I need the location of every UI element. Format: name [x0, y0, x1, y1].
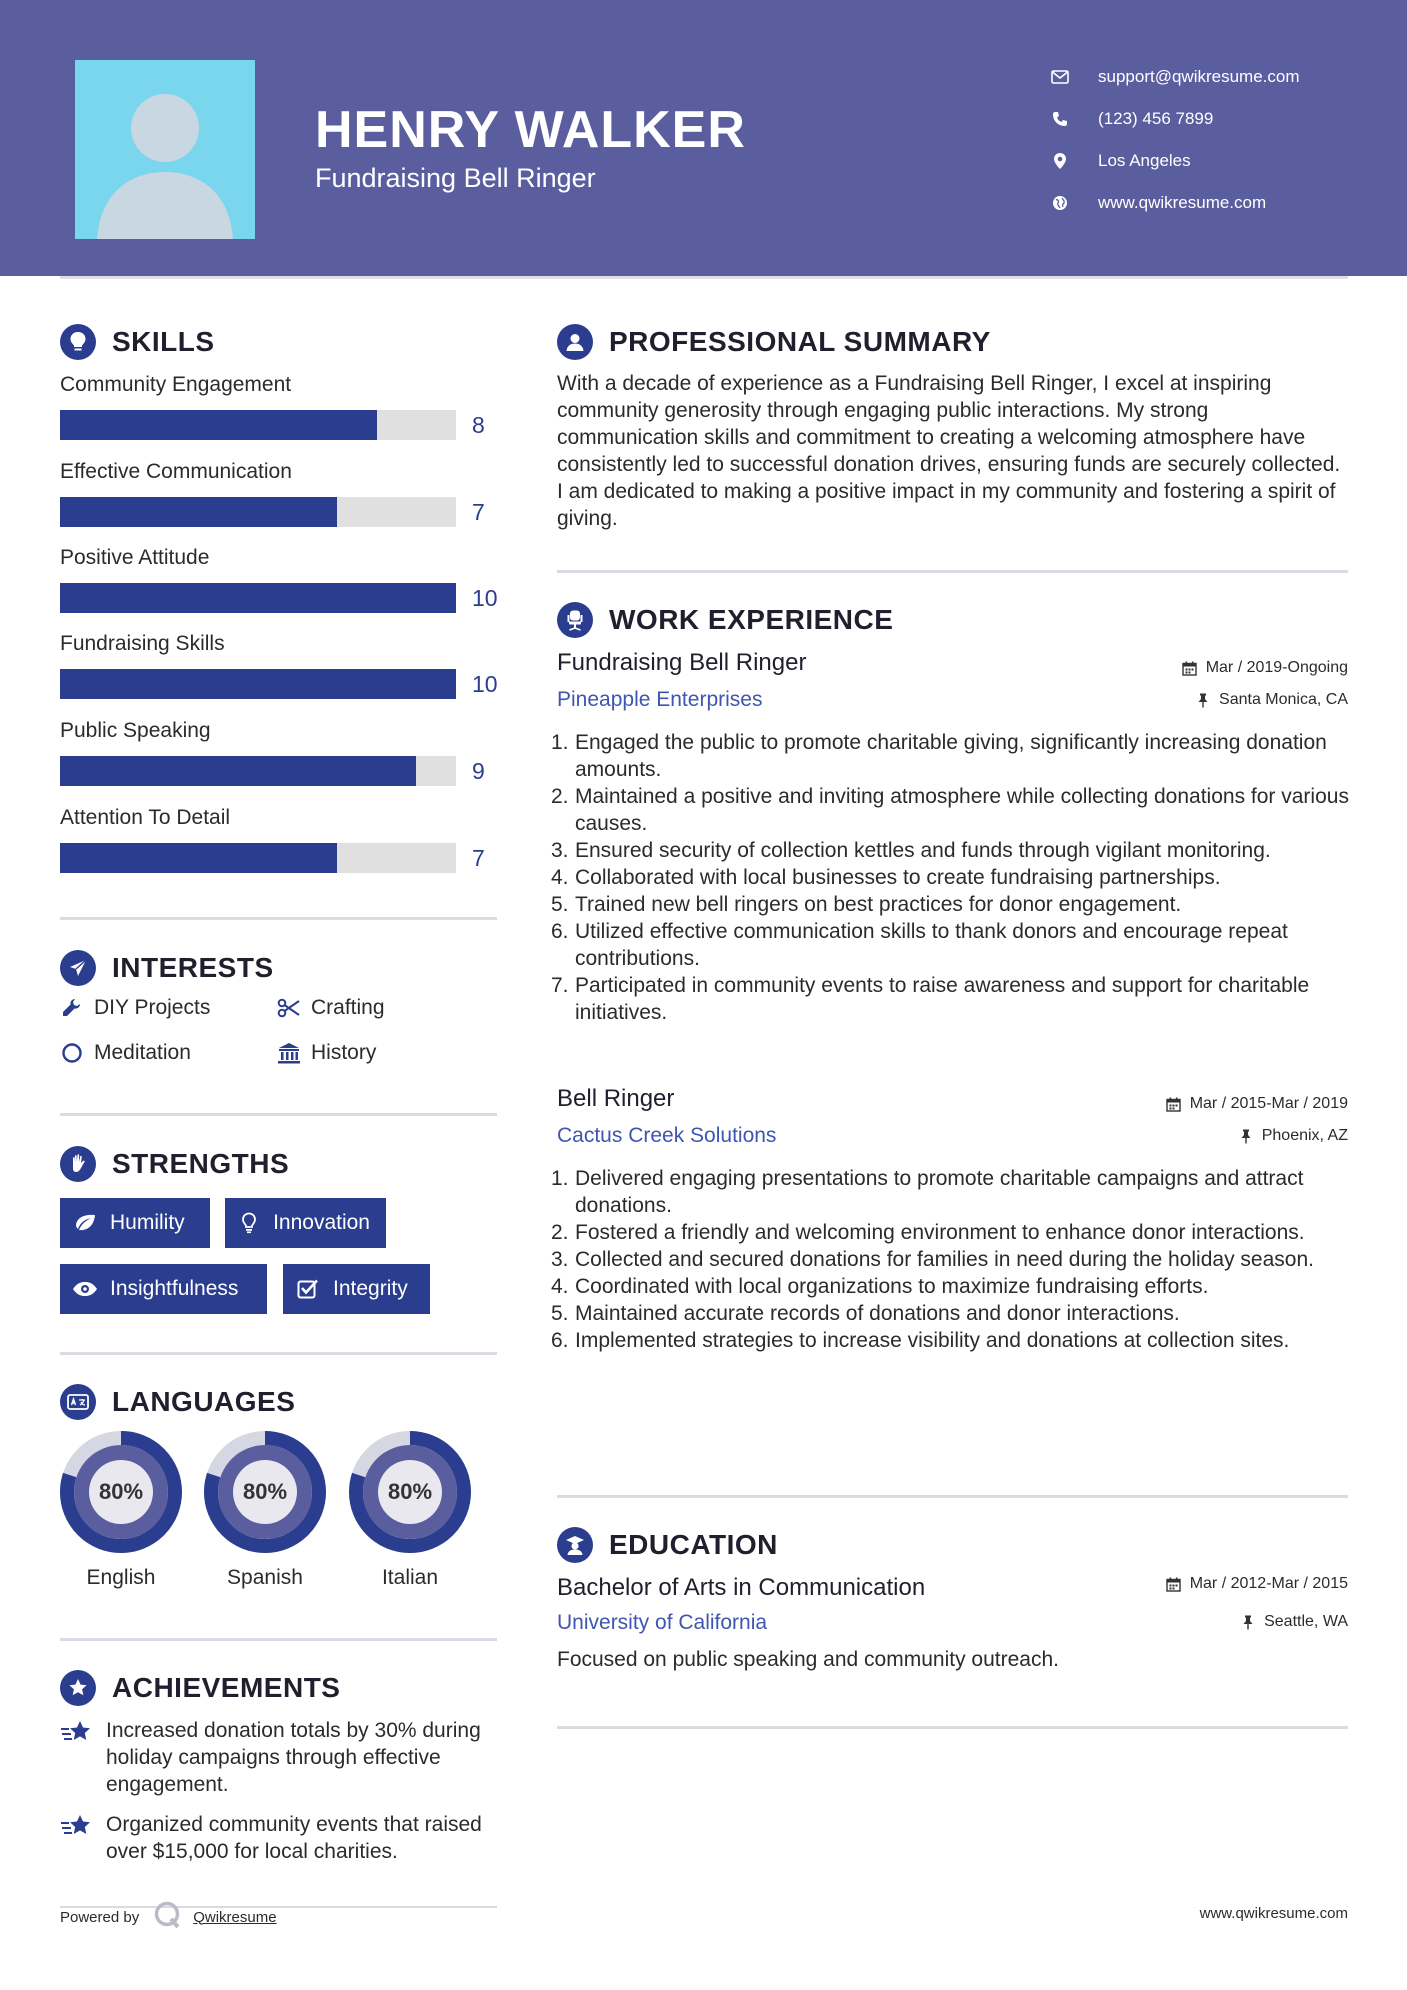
- interest-label: Crafting: [311, 996, 385, 1019]
- eye-icon: [72, 1276, 98, 1302]
- avatar-placeholder-icon: [75, 60, 255, 239]
- qwikresume-logo-icon: [153, 1900, 183, 1934]
- header-banner: [0, 0, 1407, 276]
- job-bullet: 4. Collaborated with local businesses to create fundraising partnerships.: [551, 866, 1221, 889]
- job-company: Pineapple Enterprises: [557, 688, 763, 711]
- contact-location: [1050, 140, 1300, 182]
- job-bullet: 2. Maintained a positive and inviting atmosphere while collecting donations for various causes.: [551, 785, 1349, 835]
- skill-item: [60, 457, 500, 527]
- skill-name: Public Speaking: [60, 719, 211, 742]
- skill-item: [60, 803, 500, 873]
- header-divider: [60, 276, 1348, 279]
- education-degree: Bachelor of Arts in Communication: [557, 1574, 926, 1601]
- interest-label: Meditation: [94, 1041, 191, 1064]
- job-dates: [1182, 659, 1348, 677]
- section-divider: [60, 917, 497, 920]
- shooting-star-icon: [60, 1811, 94, 1841]
- interest-item: [277, 996, 385, 1020]
- job-bullet: 3. Ensured security of collection kettles and funds through vigilant monitoring.: [551, 839, 1271, 862]
- scissors-icon: [277, 996, 301, 1020]
- lightbulb-icon: [237, 1210, 261, 1236]
- skill-track: [60, 669, 456, 699]
- job-location-text: Phoenix, AZ: [1261, 1127, 1348, 1144]
- candidate-name: HENRY WALKER: [315, 101, 746, 159]
- section-divider: [60, 1352, 497, 1355]
- skill-item: [60, 543, 500, 613]
- skill-bar: [60, 756, 500, 786]
- language-percent: 80%: [387, 1479, 433, 1504]
- section-divider: [557, 1495, 1348, 1498]
- job-bullet: 1. Engaged the public to promote charitable giving, significantly increasing donation amounts.: [551, 731, 1327, 781]
- education-description: Focused on public speaking and community outreach.: [557, 1648, 1059, 1671]
- paper-plane-icon: [60, 950, 96, 986]
- strength-badge: [225, 1198, 386, 1248]
- section-divider: [60, 1113, 497, 1116]
- skill-bar: [60, 410, 500, 440]
- contact-phone-text: (123) 456 7899: [1098, 109, 1214, 128]
- pin-icon: [1195, 692, 1211, 708]
- job-bullet: 5. Maintained accurate records of donations and donor interactions.: [551, 1302, 1180, 1325]
- language-item: [59, 1430, 183, 1590]
- skill-track: [60, 410, 456, 440]
- language-name: Italian: [381, 1566, 439, 1589]
- skill-bar: [60, 497, 500, 527]
- interest-item: [60, 1041, 191, 1065]
- interests-heading: [60, 950, 274, 986]
- skill-item: [60, 629, 500, 699]
- job-dates-text: Mar / 2019-Ongoing: [1205, 659, 1348, 676]
- strength-badge: [60, 1264, 267, 1314]
- skill-bar: [60, 843, 500, 873]
- skill-value: 10: [472, 671, 498, 697]
- job-bullet: 5. Trained new bell ringers on best practices for donor engagement.: [551, 893, 1182, 916]
- language-percent: 80%: [242, 1479, 288, 1504]
- job-bullet: 4. Coordinated with local organizations to maximize fundraising efforts.: [551, 1275, 1209, 1298]
- interest-label: History: [311, 1041, 377, 1064]
- star-badge-icon: [60, 1670, 96, 1706]
- languages-title: LANGUAGES: [112, 1386, 296, 1417]
- skill-value: 8: [472, 412, 485, 438]
- museum-icon: [277, 1041, 301, 1065]
- contact-email[interactable]: [1050, 56, 1300, 98]
- email-icon: [1050, 67, 1070, 87]
- languages-heading: [60, 1384, 295, 1420]
- skills-heading: [60, 324, 215, 360]
- skill-track: [60, 583, 456, 613]
- education-dates-text: Mar / 2012-Mar / 2015: [1189, 1575, 1348, 1592]
- candidate-title: Fundraising Bell Ringer: [315, 163, 596, 193]
- wrench-icon: [60, 996, 84, 1020]
- achievements-title: ACHIEVEMENTS: [112, 1672, 341, 1703]
- skill-value: 10: [472, 585, 498, 611]
- skill-value: 7: [472, 499, 485, 525]
- job-dates: [1166, 1095, 1348, 1113]
- footer-powered-by: [60, 1900, 277, 1934]
- contact-website-text: www.qwikresume.com: [1098, 193, 1267, 212]
- job-bullet: 6. Implemented strategies to increase visibility and donations at collection sites.: [551, 1329, 1290, 1352]
- skill-name: Fundraising Skills: [60, 632, 225, 655]
- section-divider: [557, 570, 1348, 573]
- language-name: Spanish: [227, 1566, 303, 1589]
- job-location: [1195, 691, 1348, 709]
- education-location-text: Seattle, WA: [1264, 1613, 1348, 1630]
- education-dates: [1166, 1575, 1348, 1593]
- summary-text: With a decade of experience as a Fundraising Bell Ringer, I excel at inspiring community generosity through engaging public interactions. My strong communication skills and commitment to creating a welcoming atmosphere have consistently led to successful donation drives, ensuring funds are securely collected. I am dedicated to making a positive impact in my community and fostering a spirit of giving.: [557, 372, 1341, 530]
- skill-bar: [60, 583, 500, 613]
- pin-icon: [1238, 1128, 1254, 1144]
- skill-fill: [60, 669, 456, 699]
- job-responsibilities: [551, 1165, 1357, 1354]
- strength-label: Insightfulness: [110, 1277, 239, 1300]
- skill-name: Effective Communication: [60, 460, 292, 483]
- language-item: [203, 1430, 327, 1590]
- experience-title: WORK EXPERIENCE: [609, 604, 894, 635]
- job-title: Fundraising Bell Ringer: [557, 649, 807, 676]
- language-item: [348, 1430, 472, 1590]
- skill-fill: [60, 756, 416, 786]
- strength-label: Innovation: [273, 1211, 370, 1234]
- strength-label: Humility: [110, 1211, 185, 1234]
- language-icon: [60, 1384, 96, 1420]
- language-name: English: [86, 1566, 156, 1589]
- interest-item: [277, 1041, 376, 1065]
- check-square-icon: [295, 1276, 321, 1302]
- skill-name: Attention To Detail: [60, 806, 231, 829]
- skill-name: Positive Attitude: [60, 546, 210, 569]
- skills-title: SKILLS: [112, 326, 215, 357]
- phone-icon: [1050, 109, 1070, 129]
- education-title: EDUCATION: [609, 1529, 778, 1560]
- qwikresume-link[interactable]: Qwikresume: [193, 1908, 277, 1926]
- job-responsibilities: [551, 729, 1357, 1026]
- job-title: Bell Ringer: [557, 1085, 675, 1112]
- interest-item: [60, 996, 210, 1020]
- globe-icon: [1050, 193, 1070, 213]
- strength-badge: [283, 1264, 430, 1314]
- footer-website[interactable]: www.qwikresume.com: [1199, 1905, 1348, 1922]
- pin-icon: [1240, 1614, 1256, 1630]
- strength-label: Integrity: [333, 1277, 408, 1300]
- job-bullet: 3. Collected and secured donations for families in need during the holiday season.: [551, 1248, 1314, 1271]
- interest-label: DIY Projects: [94, 996, 211, 1019]
- job-company: Cactus Creek Solutions: [557, 1124, 777, 1147]
- education-location: [1240, 1613, 1348, 1631]
- skill-bar: [60, 669, 500, 699]
- language-ring: [203, 1430, 327, 1554]
- calendar-icon: [1182, 660, 1198, 676]
- calendar-icon: [1166, 1096, 1182, 1112]
- contact-location-text: Los Angeles: [1098, 151, 1191, 170]
- skill-track: [60, 756, 456, 786]
- contact-email-text: support@qwikresume.com: [1098, 67, 1300, 86]
- skill-track: [60, 843, 456, 873]
- contact-phone[interactable]: [1050, 98, 1300, 140]
- language-percent: 80%: [98, 1479, 144, 1504]
- strengths-title: STRENGTHS: [112, 1148, 290, 1179]
- job-location: [1238, 1127, 1348, 1145]
- strength-badge: [60, 1198, 210, 1248]
- education-school: University of California: [557, 1611, 768, 1634]
- user-icon: [557, 324, 593, 360]
- contact-website[interactable]: [1050, 182, 1300, 224]
- achievement-text: Organized community events that raised over $15,000 for local charities.: [106, 1813, 482, 1863]
- experience-heading: [557, 602, 893, 638]
- achievement-item: [60, 1717, 500, 1798]
- location-icon: [1050, 151, 1070, 171]
- summary-title: PROFESSIONAL SUMMARY: [609, 326, 991, 357]
- job-bullet: 2. Fostered a friendly and welcoming environment to enhance donor interactions.: [551, 1221, 1305, 1244]
- profile-photo: [75, 60, 255, 239]
- job-bullet: 1. Delivered engaging presentations to promote charitable campaigns and attract donations.: [551, 1167, 1304, 1217]
- lightbulb-icon: [60, 324, 96, 360]
- education-heading: [557, 1527, 778, 1563]
- graduate-icon: [557, 1527, 593, 1563]
- job-dates-text: Mar / 2015-Mar / 2019: [1189, 1095, 1348, 1112]
- strengths-heading: [60, 1146, 289, 1182]
- leaf-icon: [72, 1210, 98, 1236]
- skill-item: [60, 716, 500, 786]
- contact-list: [1050, 56, 1300, 224]
- summary-heading: [557, 324, 991, 360]
- section-divider: [60, 1638, 497, 1641]
- shooting-star-icon: [60, 1717, 94, 1747]
- achievement-item: [60, 1811, 500, 1865]
- powered-by-text: Powered by: [60, 1908, 140, 1926]
- job-location-text: Santa Monica, CA: [1219, 691, 1348, 708]
- skill-fill: [60, 843, 337, 873]
- job-bullet: 7. Participated in community events to raise awareness and support for charitable initiatives.: [551, 974, 1310, 1024]
- hand-icon: [60, 1146, 96, 1182]
- job-bullet: 6. Utilized effective communication skills to thank donors and encourage repeat contributions.: [551, 920, 1288, 970]
- circle-icon: [60, 1041, 84, 1065]
- skill-value: 9: [472, 758, 485, 784]
- achievements-heading: [60, 1670, 340, 1706]
- skill-fill: [60, 497, 337, 527]
- skill-item: [60, 370, 500, 440]
- skill-name: Community Engagement: [60, 373, 292, 396]
- calendar-icon: [1166, 1576, 1182, 1592]
- language-ring: [348, 1430, 472, 1554]
- skill-fill: [60, 583, 456, 613]
- office-chair-icon: [557, 602, 593, 638]
- skill-value: 7: [472, 845, 485, 871]
- section-divider: [557, 1726, 1348, 1729]
- interests-title: INTERESTS: [112, 952, 274, 983]
- achievement-text: Increased donation totals by 30% during holiday campaigns through effective engagement.: [106, 1719, 481, 1796]
- skill-track: [60, 497, 456, 527]
- skill-fill: [60, 410, 377, 440]
- language-ring: [59, 1430, 183, 1554]
